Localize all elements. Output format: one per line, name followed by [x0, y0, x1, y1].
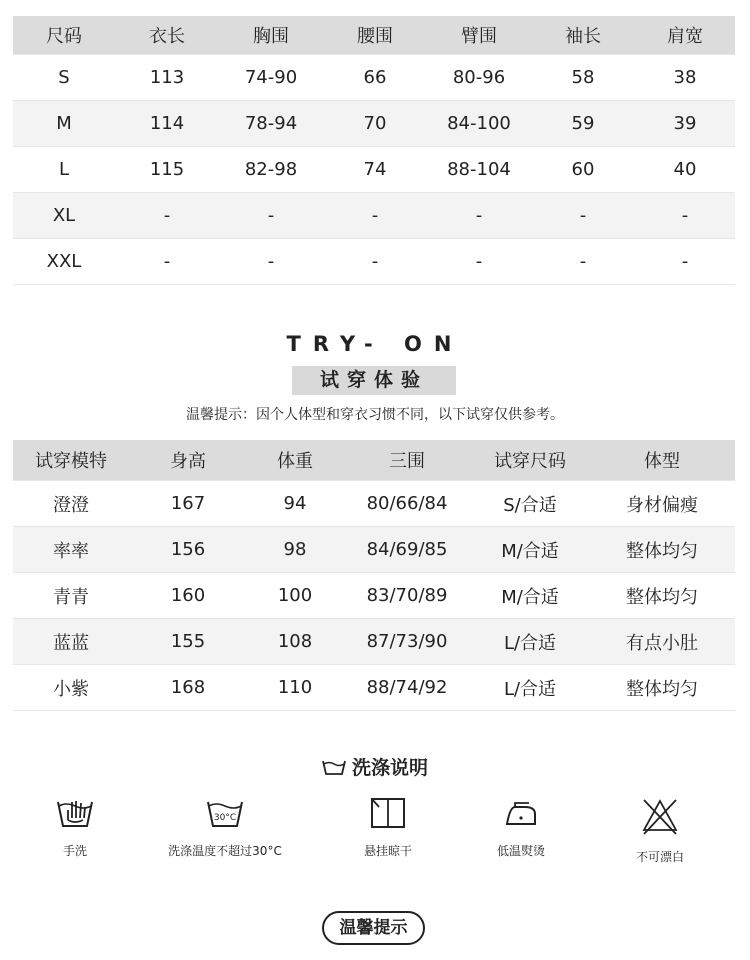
hang-dry-icon [368, 796, 408, 830]
table-cell: 39 [635, 101, 735, 147]
table-cell: 小紫 [13, 665, 129, 711]
table-row [13, 619, 735, 665]
table-cell: 100 [247, 573, 343, 619]
table-cell: 84-100 [427, 101, 531, 147]
header-cell: 体重 [247, 440, 343, 481]
table-cell: 蓝蓝 [13, 619, 129, 665]
table-cell: 74 [323, 147, 427, 193]
wash-label: 低温熨烫 [496, 844, 545, 858]
table-cell: 113 [115, 55, 219, 101]
table-cell: 155 [129, 619, 247, 665]
washing-title-text: 洗涤说明 [351, 757, 428, 779]
table-cell: 60 [531, 147, 635, 193]
table-row [13, 147, 735, 193]
table-row [13, 665, 735, 711]
table-cell: 156 [129, 527, 247, 573]
table-cell: - [323, 239, 427, 285]
table-cell: - [427, 239, 531, 285]
table-cell: 身材偏瘦 [589, 481, 735, 527]
header-cell: 衣长 [115, 16, 219, 55]
table-cell: S/合适 [471, 481, 589, 527]
table-cell: 70 [323, 101, 427, 147]
try-on-table-header [13, 440, 735, 481]
wash-item-hand [0, 796, 150, 859]
wash-item-hang-dry [313, 796, 463, 859]
wash-label: 不可漂白 [635, 850, 684, 864]
table-cell: 167 [129, 481, 247, 527]
table-row [13, 527, 735, 573]
header-cell: 身高 [129, 440, 247, 481]
wash-item-no-bleach [585, 796, 735, 865]
table-cell: - [531, 193, 635, 239]
wash-item-iron [446, 796, 596, 859]
basin-icon [322, 758, 346, 776]
table-cell: XXL [13, 239, 115, 285]
wash-label: 洗涤温度不超过30°C [168, 844, 282, 858]
wash-label: 悬挂晾干 [363, 844, 412, 858]
table-cell: 108 [247, 619, 343, 665]
table-cell: 整体均匀 [589, 665, 735, 711]
table-row [13, 101, 735, 147]
header-cell: 肩宽 [635, 16, 735, 55]
table-cell: 88-104 [427, 147, 531, 193]
table-cell: - [323, 193, 427, 239]
table-cell: - [635, 239, 735, 285]
table-cell: L/合适 [471, 619, 589, 665]
table-row [13, 193, 735, 239]
table-cell: 74-90 [219, 55, 323, 101]
try-on-note: 温馨提示：因个人体型和穿衣习惯不同，以下试穿仅供参考。 [186, 407, 564, 423]
header-cell: 胸围 [219, 16, 323, 55]
try-on-table [13, 440, 735, 711]
washing-icons-row [0, 796, 750, 876]
table-cell: L/合适 [471, 665, 589, 711]
table-cell: 青青 [13, 573, 129, 619]
table-cell: 整体均匀 [589, 573, 735, 619]
table-cell: 38 [635, 55, 735, 101]
wash-item-30c [150, 796, 300, 859]
table-cell: 40 [635, 147, 735, 193]
wash-30c-icon [205, 796, 245, 830]
try-on-title: TRY- ON [286, 332, 464, 356]
header-cell: 三围 [343, 440, 471, 481]
table-cell: - [115, 239, 219, 285]
table-cell: 80-96 [427, 55, 531, 101]
table-row [13, 481, 735, 527]
header-cell: 袖长 [531, 16, 635, 55]
table-cell: 98 [247, 527, 343, 573]
table-cell: - [219, 239, 323, 285]
table-row [13, 55, 735, 101]
table-cell: 66 [323, 55, 427, 101]
table-cell: 整体均匀 [589, 527, 735, 573]
table-cell: L [13, 147, 115, 193]
header-cell: 试穿尺码 [471, 440, 589, 481]
table-cell: 率率 [13, 527, 129, 573]
no-bleach-icon [640, 796, 680, 836]
table-cell: 88/74/92 [343, 665, 471, 711]
size-table [13, 16, 735, 285]
try-on-subtitle: 试穿体验 [292, 366, 456, 395]
table-cell: 160 [129, 573, 247, 619]
table-cell: M [13, 101, 115, 147]
header-cell: 尺码 [13, 16, 115, 55]
table-row [13, 239, 735, 285]
table-row [13, 573, 735, 619]
table-cell: 80/66/84 [343, 481, 471, 527]
table-cell: - [531, 239, 635, 285]
washing-title [0, 753, 750, 780]
table-cell: 114 [115, 101, 219, 147]
header-cell: 腰围 [323, 16, 427, 55]
table-cell: 115 [115, 147, 219, 193]
table-cell: - [219, 193, 323, 239]
table-cell: 82-98 [219, 147, 323, 193]
table-cell: - [115, 193, 219, 239]
table-cell: M/合适 [471, 573, 589, 619]
hand-wash-icon [55, 796, 95, 830]
table-cell: 58 [531, 55, 635, 101]
wash-label: 手洗 [62, 844, 87, 858]
table-cell: 59 [531, 101, 635, 147]
table-cell: 87/73/90 [343, 619, 471, 665]
table-cell: S [13, 55, 115, 101]
table-cell: - [635, 193, 735, 239]
table-cell: M/合适 [471, 527, 589, 573]
tip-pill: 温馨提示 [322, 911, 425, 945]
table-cell: XL [13, 193, 115, 239]
table-cell: 84/69/85 [343, 527, 471, 573]
table-cell: - [427, 193, 531, 239]
table-cell: 94 [247, 481, 343, 527]
header-cell: 臂围 [427, 16, 531, 55]
header-cell: 试穿模特 [13, 440, 129, 481]
table-cell: 83/70/89 [343, 573, 471, 619]
table-cell: 澄澄 [13, 481, 129, 527]
table-cell: 110 [247, 665, 343, 711]
wash-30c-icon-text: 30°C [213, 813, 237, 823]
size-table-header [13, 16, 735, 55]
iron-low-icon [501, 796, 541, 830]
header-cell: 体型 [589, 440, 735, 481]
table-cell: 168 [129, 665, 247, 711]
table-cell: 有点小肚 [589, 619, 735, 665]
table-cell: 78-94 [219, 101, 323, 147]
